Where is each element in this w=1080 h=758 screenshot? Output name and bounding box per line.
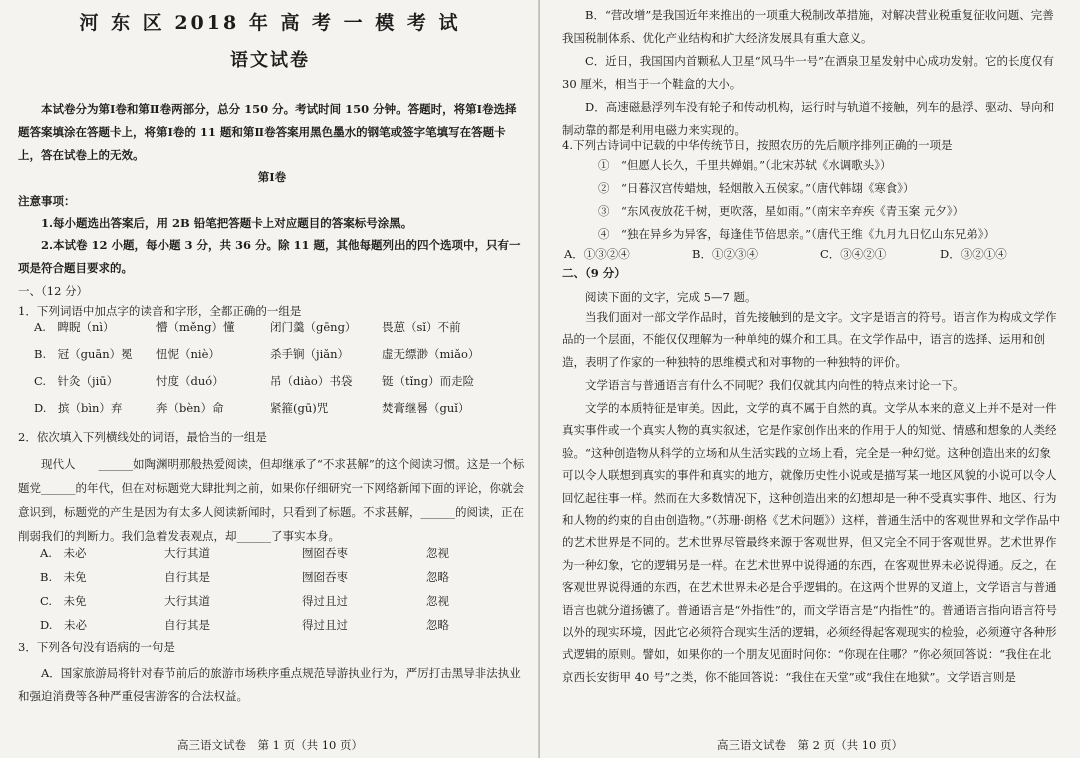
option-cell: D. 摈（bìn）弃 bbox=[34, 401, 123, 415]
option-cell: 忽视 bbox=[426, 546, 449, 560]
question-4-item-1: ① “但愿人长久，千里共婵娟。”（北宋苏轼《水调歌头》） bbox=[598, 158, 892, 172]
option-cell: 吊（diào）书袋 bbox=[270, 374, 353, 388]
question-1-options bbox=[18, 314, 526, 422]
reading-paragraph-3: 文学的本质特征是审美。因此，文学的真不属于自然的真。文学从本来的意义上并不是对一件真实事件或一个真实人物的真实叙述，它是作家创作出来的作用于人的知觉、情感和想象的人类经验。“这种创造物从科学的立场和从生活实践的立场上看，完全是一种幻觉。这种创造出来的幻象可以令人联想到真实的事件和真实的地方，就像历史性小说或是描写某一地区风貌的小说可以令人回忆起往事一样。然而在大多数情况下，这种创造出来的幻想却是一种不受真实事件、地区、行为和人物的约束的自由创造物。”（苏珊·朗格《艺术问题》）这样，普通生活中的客观世界和文学作品中的艺术世界是不同的。艺术世界尽管最终来源于客观世界，但又完全不同于客观世界。艺术世界作为一种幻象，它的逻辑另是一样。在艺术世界中说得通的东西，在客观世界未必说得通。反之，在客观世界说得通的东西，在艺术世界未必是合乎逻辑的。在这两个世界的叉道上，文学语言与普通语言也就分道扬镳了。普通语言是“外指性”的，而文学语言是“内指性”的。普通语言指向语言符号以外的现实环境，因此它必须符合现实生活的逻辑，必须经得起客观现实的检验，必须遵守各种形式逻辑的原则。譬如，如果你的一个朋友见面时问你：“你现在住哪？”你必须回答说：“我住在北京西长安街甲 40 号”之类，你不能回答说：“我住在天堂”或“我住在地狱”。文学语言则是 bbox=[562, 401, 1061, 684]
question-3-option-b: B．“营改增”是我国近年来推出的一项重大税制改革措施，对解决营业税重复征收问题、完善我国税制体系、优化产业结构和扩大经济发展具有重大意义。 bbox=[562, 8, 1054, 45]
question-3-stem: 3．下列各句没有语病的一句是 bbox=[18, 640, 175, 654]
option-cell: 忽略 bbox=[426, 570, 449, 584]
passage-text: 现代人 bbox=[41, 457, 76, 471]
question-4-stem: 4.下列古诗词中记载的中华传统节日，按照农历的先后顺序排列正确的一项是 bbox=[562, 138, 953, 152]
option-cell: 紧箍(gū)咒 bbox=[270, 401, 329, 415]
exam-page-2 bbox=[540, 0, 1080, 758]
exam-title: 河 东 区 2018 年 高 考 一 模 考 试 bbox=[79, 12, 461, 34]
option-cell: 忽视 bbox=[426, 594, 449, 608]
question-3-option-a: A．国家旅游局将针对春节前后的旅游市场秩序重点规范导游执业行为，严厉打击黑导非法执业和强迫消费等各种严重侵害游客的合法权益。 bbox=[18, 666, 521, 703]
section-1-heading: 一、（12 分） bbox=[18, 284, 89, 298]
option-cell: D. 未必 bbox=[40, 618, 87, 632]
question-4-option-d: D．③②①④ bbox=[940, 247, 1007, 261]
question-4-option-a: A．①③②④ bbox=[564, 247, 630, 261]
question-3-option-c: C．近日，我国国内首颗私人卫星“风马牛一号”在酒泉卫星发射中心成功发射。它的长度仅有 30 厘米，相当于一个鞋盒的大小。 bbox=[562, 54, 1055, 91]
page-2-footer: 高三语文试卷 第 2 页（共 10 页） bbox=[716, 738, 904, 752]
question-4-option-b: B．①②③④ bbox=[692, 247, 758, 261]
question-3-option-d: D．高速磁悬浮列车没有轮子和传动机构，运行时与轨道不接触，列车的悬浮、驱动、导向和制动靠的都是利用电磁力来实现的。 bbox=[562, 100, 1055, 137]
question-1-stem: 1．下列词语中加点字的读音和字形，全都正确的一组是 bbox=[18, 304, 302, 318]
page-1-footer: 高三语文试卷 第 1 页（共 10 页） bbox=[176, 738, 364, 752]
option-cell: 闭门羹（gēng） bbox=[270, 320, 357, 334]
option-cell: 懵（měng）懂 bbox=[156, 320, 235, 334]
option-cell: 囫囵吞枣 bbox=[302, 546, 348, 560]
question-2-passage bbox=[18, 452, 526, 548]
fill-in-blank: ______ bbox=[98, 457, 133, 471]
option-cell: 虚无缥渺（miǎo） bbox=[382, 347, 480, 361]
option-cell: 畏葸（sǐ）不前 bbox=[382, 320, 461, 334]
option-cell: C. 未免 bbox=[40, 594, 87, 608]
question-2-option-a bbox=[18, 541, 526, 565]
passage-text: 如陶渊明那般热爱阅读，但却继承了“不求甚解”的这个阅读习惯。这是一个标题党______的年代，但在对标题党大肆批判之前，如果你仔细研究一下网络新闻下面的评论，你就会意识到，标题党的产生是因为有太多人阅读新闻时，只看到了标题。不求甚解，______的阅读，正在削弱我们的判断力。我们急着发表观点，却______了事实本身。 bbox=[18, 457, 525, 543]
option-cell: 囫囵吞枣 bbox=[302, 570, 348, 584]
option-cell: A. 睥睨（nì） bbox=[34, 320, 115, 334]
option-cell: 杀手锏（jiǎn） bbox=[270, 347, 350, 361]
reading-instruction: 阅读下面的文字，完成 5—7 题。 bbox=[585, 290, 757, 304]
option-cell: 自行其是 bbox=[164, 570, 210, 584]
question-1-option-c bbox=[18, 368, 526, 395]
question-4-item-2: ② “日暮汉宫传蜡烛，轻烟散入五侯家。”（唐代韩翃《寒食》） bbox=[598, 181, 915, 195]
question-2-option-c bbox=[18, 589, 526, 613]
option-cell: 奔（bèn）命 bbox=[156, 401, 224, 415]
question-1-option-d bbox=[18, 395, 526, 422]
option-cell: 铤（tǐng）而走险 bbox=[382, 374, 475, 388]
option-cell: 忸怩（niè） bbox=[156, 347, 220, 361]
option-cell: 大行其道 bbox=[164, 546, 210, 560]
option-cell: B. 冠（guān）冕 bbox=[34, 347, 133, 361]
note-1: 1.每小题选出答案后，用 2B 铅笔把答题卡上对应题目的答案标号涂黑。 bbox=[41, 216, 413, 230]
option-cell: 得过且过 bbox=[302, 594, 348, 608]
option-cell: 大行其道 bbox=[164, 594, 210, 608]
section-2-heading: 二、（9 分） bbox=[562, 266, 626, 280]
question-4-item-3: ③ “东风夜放花千树，更吹落，星如雨。”（南宋辛弃疾《青玉案 元夕》） bbox=[598, 204, 965, 218]
volume-heading: 第Ⅰ卷 bbox=[257, 170, 287, 184]
option-cell: 忽略 bbox=[426, 618, 449, 632]
question-4-option-c: C．③④②① bbox=[820, 247, 887, 261]
question-4-item-4: ④ “独在异乡为异客，每逢佳节倍思亲。”（唐代王维《九月九日忆山东兄弟》） bbox=[598, 227, 996, 241]
question-2-option-b bbox=[18, 565, 526, 589]
question-2-stem: 2．依次填入下列横线处的词语，最恰当的一组是 bbox=[18, 430, 267, 444]
question-2-option-d bbox=[18, 613, 526, 637]
option-cell: C. 针灸（jiū） bbox=[34, 374, 119, 388]
question-2-options bbox=[18, 541, 526, 637]
option-cell: A. 未必 bbox=[40, 546, 87, 560]
exam-intro: 本试卷分为第Ⅰ卷和第Ⅱ卷两部分，总分 150 分。考试时间 150 分钟。答题时，将第Ⅰ卷选择题答案填涂在答题卡上，将第Ⅰ卷的 11 题和第Ⅱ卷答案用黑色墨水的钢笔或签字笔填写在答题卡上，答在试卷上的无效。 bbox=[18, 102, 517, 162]
reading-paragraph-2: 文学语言与普通语言有什么不同呢？我们仅就其内向性的特点来讨论一下。 bbox=[585, 378, 965, 392]
option-cell: 焚膏继晷（guǐ） bbox=[382, 401, 470, 415]
option-cell: 忖度（duó） bbox=[156, 374, 224, 388]
question-1-option-b bbox=[18, 341, 526, 368]
subject-title: 语文试卷 bbox=[230, 50, 310, 71]
option-cell: B. 未免 bbox=[40, 570, 87, 584]
option-cell: 自行其是 bbox=[164, 618, 210, 632]
question-1-option-a bbox=[18, 314, 526, 341]
notes-heading: 注意事项： bbox=[18, 194, 76, 208]
note-2: 2.本试卷 12 小题，每小题 3 分，共 36 分。除 11 题，其他每题列出的四个选项中，只有一项是符合题目要求的。 bbox=[18, 238, 521, 275]
reading-paragraph-1: 当我们面对一部文学作品时，首先接触到的是文字。文字是语言的符号。语言作为构成文学作品的一个层面，不能仅仅理解为一种单纯的媒介和工具。在文学作品中，语言的选择、运用和创造，表明了作家的一种独特的思维模式和对事物的一种独特的评价。 bbox=[562, 310, 1057, 369]
option-cell: 得过且过 bbox=[302, 618, 348, 632]
